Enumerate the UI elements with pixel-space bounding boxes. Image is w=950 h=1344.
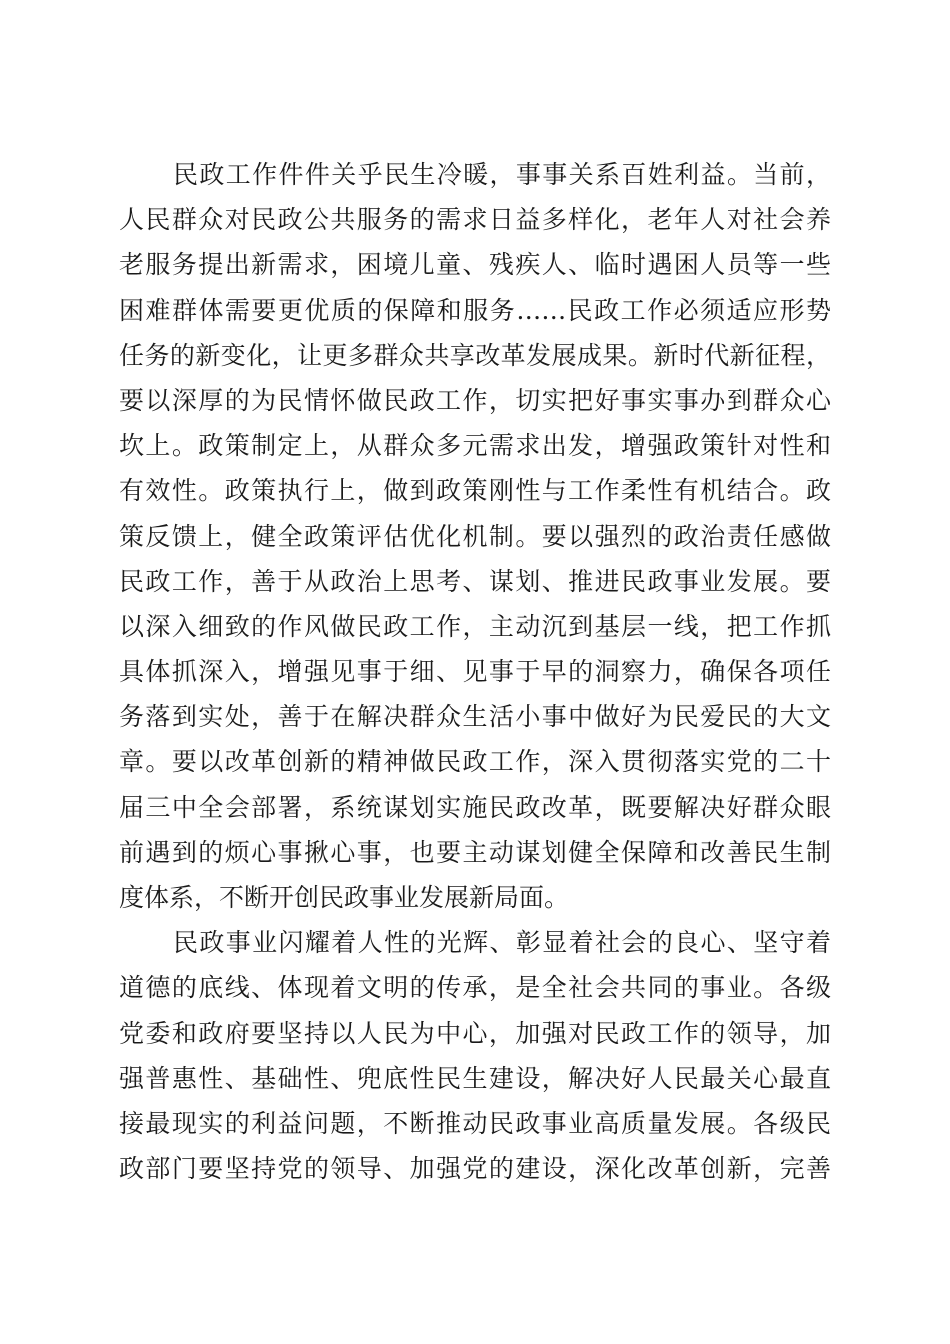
text-line: 度体系，不断开创民政事业发展新局面。 (119, 883, 570, 912)
text-line: 民政事业闪耀着人性的光辉、彰显着社会的良心、坚守着 (173, 928, 831, 958)
text-line: 有效性。政策执行上，做到政策刚性与工作柔性有机结合。政 (119, 476, 831, 506)
text-line: 道德的底线、体现着文明的传承，是全社会共同的事业。各级 (119, 973, 831, 1003)
text-line: 政部门要坚持党的领导、加强党的建设，深化改革创新，完善 (119, 1154, 831, 1184)
text-line: 老服务提出新需求，困境儿童、残疾人、临时遇困人员等一些 (119, 250, 831, 280)
text-line: 强普惠性、基础性、兜底性民生建设，解决好人民最关心最直 (119, 1063, 831, 1093)
text-line: 具体抓深入，增强见事于细、见事于早的洞察力，确保各项任 (119, 657, 831, 687)
text-line: 以深入细致的作风做民政工作，主动沉到基层一线，把工作抓 (119, 611, 831, 641)
text-line: 人民群众对民政公共服务的需求日益多样化，老年人对社会养 (119, 205, 831, 235)
text-line: 接最现实的利益问题，不断推动民政事业高质量发展。各级民 (119, 1108, 831, 1138)
text-line: 困难群体需要更优质的保障和服务……民政工作必须适应形势 (119, 295, 831, 325)
paragraph (119, 152, 831, 920)
text-line: 章。要以改革创新的精神做民政工作，深入贯彻落实党的二十 (119, 747, 831, 777)
text-line: 任务的新变化，让更多群众共享改革发展成果。新时代新征程， (119, 340, 831, 370)
article-body (119, 152, 831, 1191)
text-line: 民政工作，善于从政治上思考、谋划、推进民政事业发展。要 (119, 566, 831, 596)
text-line: 要以深厚的为民情怀做民政工作，切实把好事实事办到群众心 (119, 385, 831, 415)
text-line: 坎上。政策制定上，从群众多元需求出发，增强政策针对性和 (119, 431, 831, 461)
paragraph (119, 920, 831, 1191)
text-line: 届三中全会部署，系统谋划实施民政改革，既要解决好群众眼 (119, 792, 831, 822)
text-line: 务落到实处，善于在解决群众生活小事中做好为民爱民的大文 (119, 702, 831, 732)
text-line: 党委和政府要坚持以人民为中心，加强对民政工作的领导，加 (119, 1018, 831, 1048)
text-line: 民政工作件件关乎民生冷暖，事事关系百姓利益。当前， (173, 160, 831, 189)
text-line: 前遇到的烦心事揪心事，也要主动谋划健全保障和改善民生制 (119, 837, 831, 867)
text-line: 策反馈上，健全政策评估优化机制。要以强烈的政治责任感做 (119, 521, 831, 551)
